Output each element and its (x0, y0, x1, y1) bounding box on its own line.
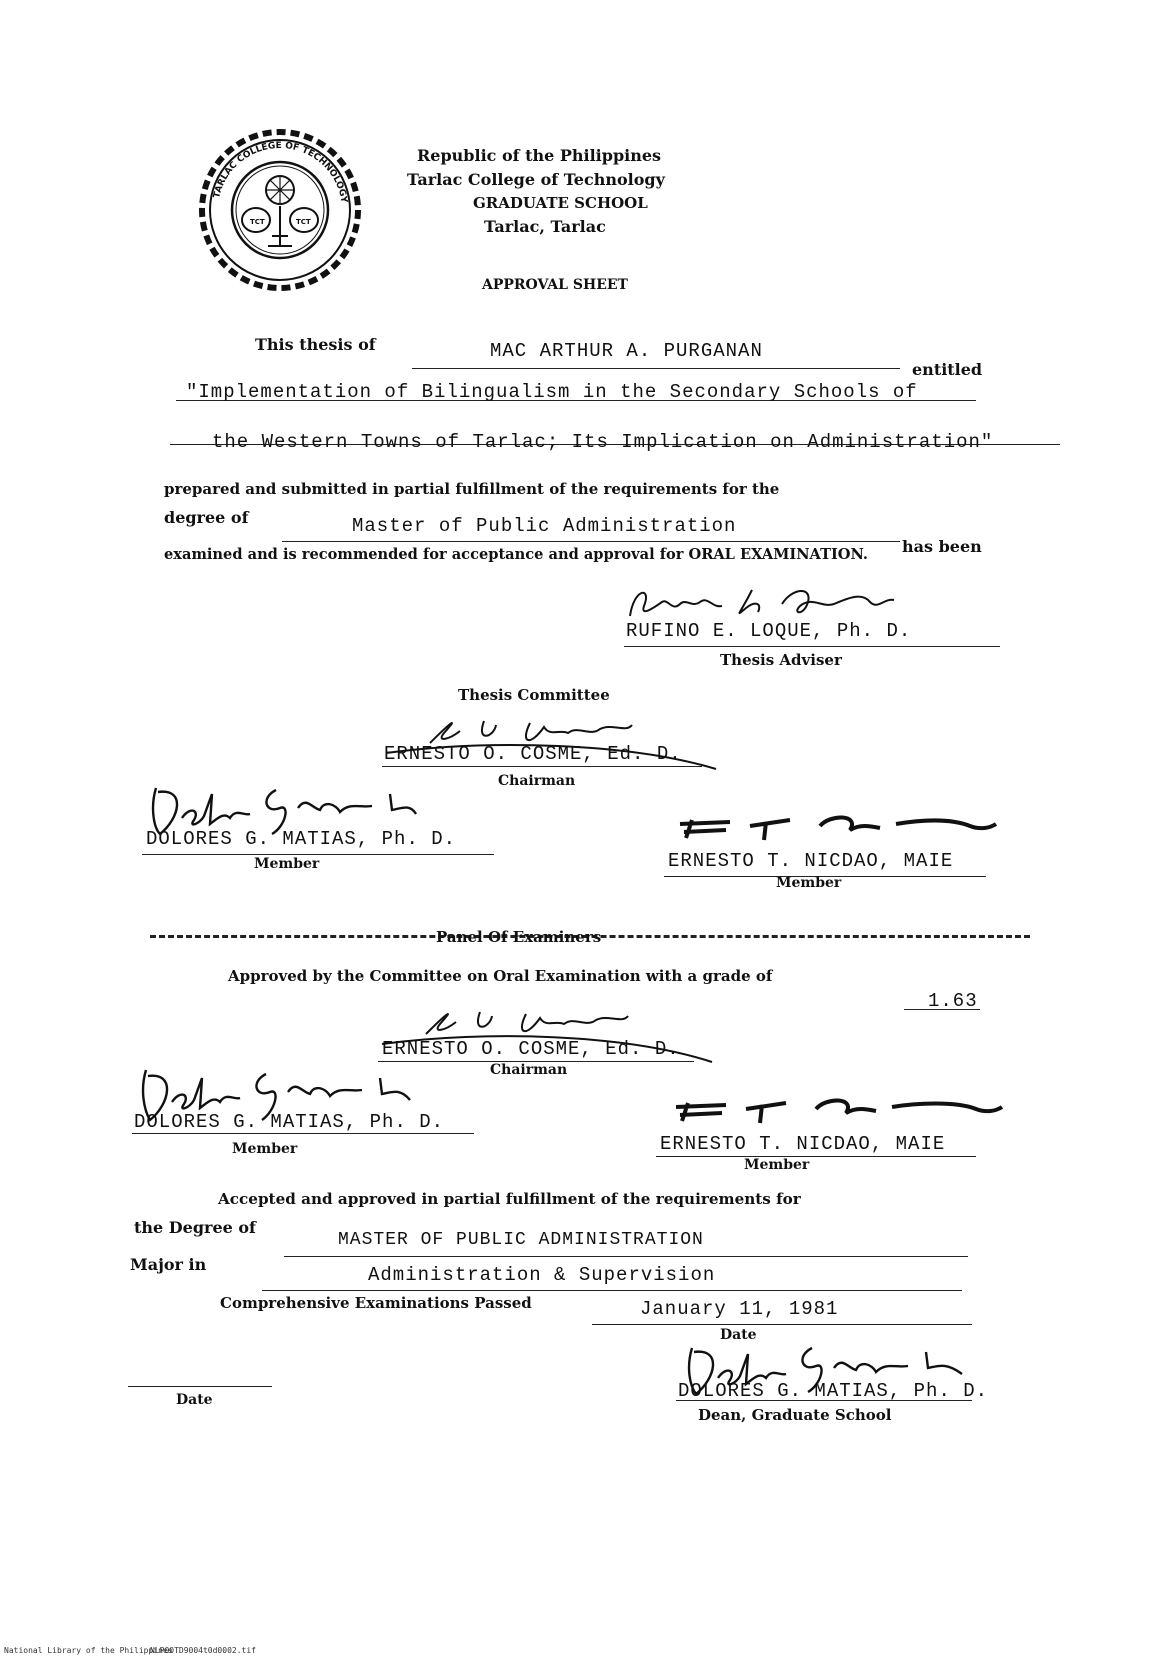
examined-line: examined and is recommended for acceptance and approval for ORAL EXAMINATION. (164, 546, 868, 563)
has-been-label: has been (902, 537, 982, 556)
entitled-label: entitled (912, 360, 983, 379)
committee-member1-role: Member (254, 856, 320, 872)
header-republic: Republic of the Philippines (417, 146, 662, 165)
page-title: APPROVAL SHEET (482, 277, 628, 293)
committee-heading: Thesis Committee (458, 686, 610, 704)
panel-member1-name: DOLORES G. MATIAS, Ph. D. (134, 1111, 445, 1133)
panel-chairman-name: ERNESTO O. COSME, Ed. D. (382, 1038, 680, 1060)
panel-member2-name: ERNESTO T. NICDAO, MAIE (660, 1133, 946, 1155)
this-thesis-of-label: This thesis of (255, 335, 376, 354)
svg-text:TARLAC COLLEGE OF TECHNOLOGY: TARLAC COLLEGE OF TECHNOLOGY (212, 140, 349, 204)
header-college: Tarlac College of Technology (407, 170, 665, 189)
header-graduate-school: GRADUATE SCHOOL (473, 194, 648, 212)
panel-grade: 1.63 (928, 990, 978, 1012)
committee-member2-signature-icon (670, 800, 1000, 854)
panel-member1-role: Member (232, 1141, 298, 1157)
panel-chairman-role: Chairman (490, 1062, 568, 1078)
dean-name: DOLORES G. MATIAS, Ph. D. (678, 1380, 989, 1402)
acceptance-degree-label: the Degree of (134, 1218, 256, 1237)
acceptance-date-label: Date (720, 1327, 757, 1343)
panel-member2-signature-icon (666, 1083, 1006, 1137)
acceptance-line: Accepted and approved in partial fulfillment of the requirements for (218, 1190, 801, 1208)
header-location: Tarlac, Tarlac (484, 217, 606, 236)
committee-chairman-role: Chairman (498, 773, 576, 789)
prepared-line: prepared and submitted in partial fulfillment of the requirements for the (164, 480, 780, 498)
committee-member1-name: DOLORES G. MATIAS, Ph. D. (146, 828, 457, 850)
footer-file: NLP00TD9004t0d0002.tif (150, 1646, 256, 1655)
thesis-title-line1: "Implementation of Bilingualism in the Secondary Schools of (186, 381, 918, 403)
committee-chairman-name: ERNESTO O. COSME, Ed. D. (384, 743, 682, 765)
committee-member2-name: ERNESTO T. NICDAO, MAIE (668, 850, 954, 872)
adviser-name: RUFINO E. LOQUE, Ph. D. (626, 620, 912, 642)
panel-member2-role: Member (744, 1157, 810, 1173)
adviser-role: Thesis Adviser (720, 651, 842, 669)
svg-text:TCT: TCT (250, 218, 265, 226)
thesis-title-line2: the Western Towns of Tarlac; Its Implication on Administration" (212, 431, 994, 453)
acceptance-degree: MASTER OF PUBLIC ADMINISTRATION (338, 1230, 704, 1250)
acceptance-major: Administration & Supervision (368, 1264, 716, 1286)
dean-role: Dean, Graduate School (698, 1406, 892, 1424)
degree-of-label: degree of (164, 508, 249, 527)
acceptance-major-label: Major in (130, 1255, 207, 1274)
committee-member2-role: Member (776, 875, 842, 891)
college-seal-icon (198, 128, 363, 293)
svg-text:TCT: TCT (296, 218, 311, 226)
author-name: MAC ARTHUR A. PURGANAN (490, 340, 763, 362)
panel-approved-line: Approved by the Committee on Oral Examination with a grade of (228, 967, 773, 985)
panel-heading: Panel Of Examiners (436, 928, 602, 946)
acceptance-comp-label: Comprehensive Examinations Passed (220, 1294, 532, 1312)
footer-library: National Library of the Philippines (4, 1646, 173, 1655)
degree-value: Master of Public Administration (352, 515, 737, 537)
acceptance-comp-date: January 11, 1981 (640, 1298, 839, 1320)
dean-date-label: Date (176, 1392, 213, 1408)
